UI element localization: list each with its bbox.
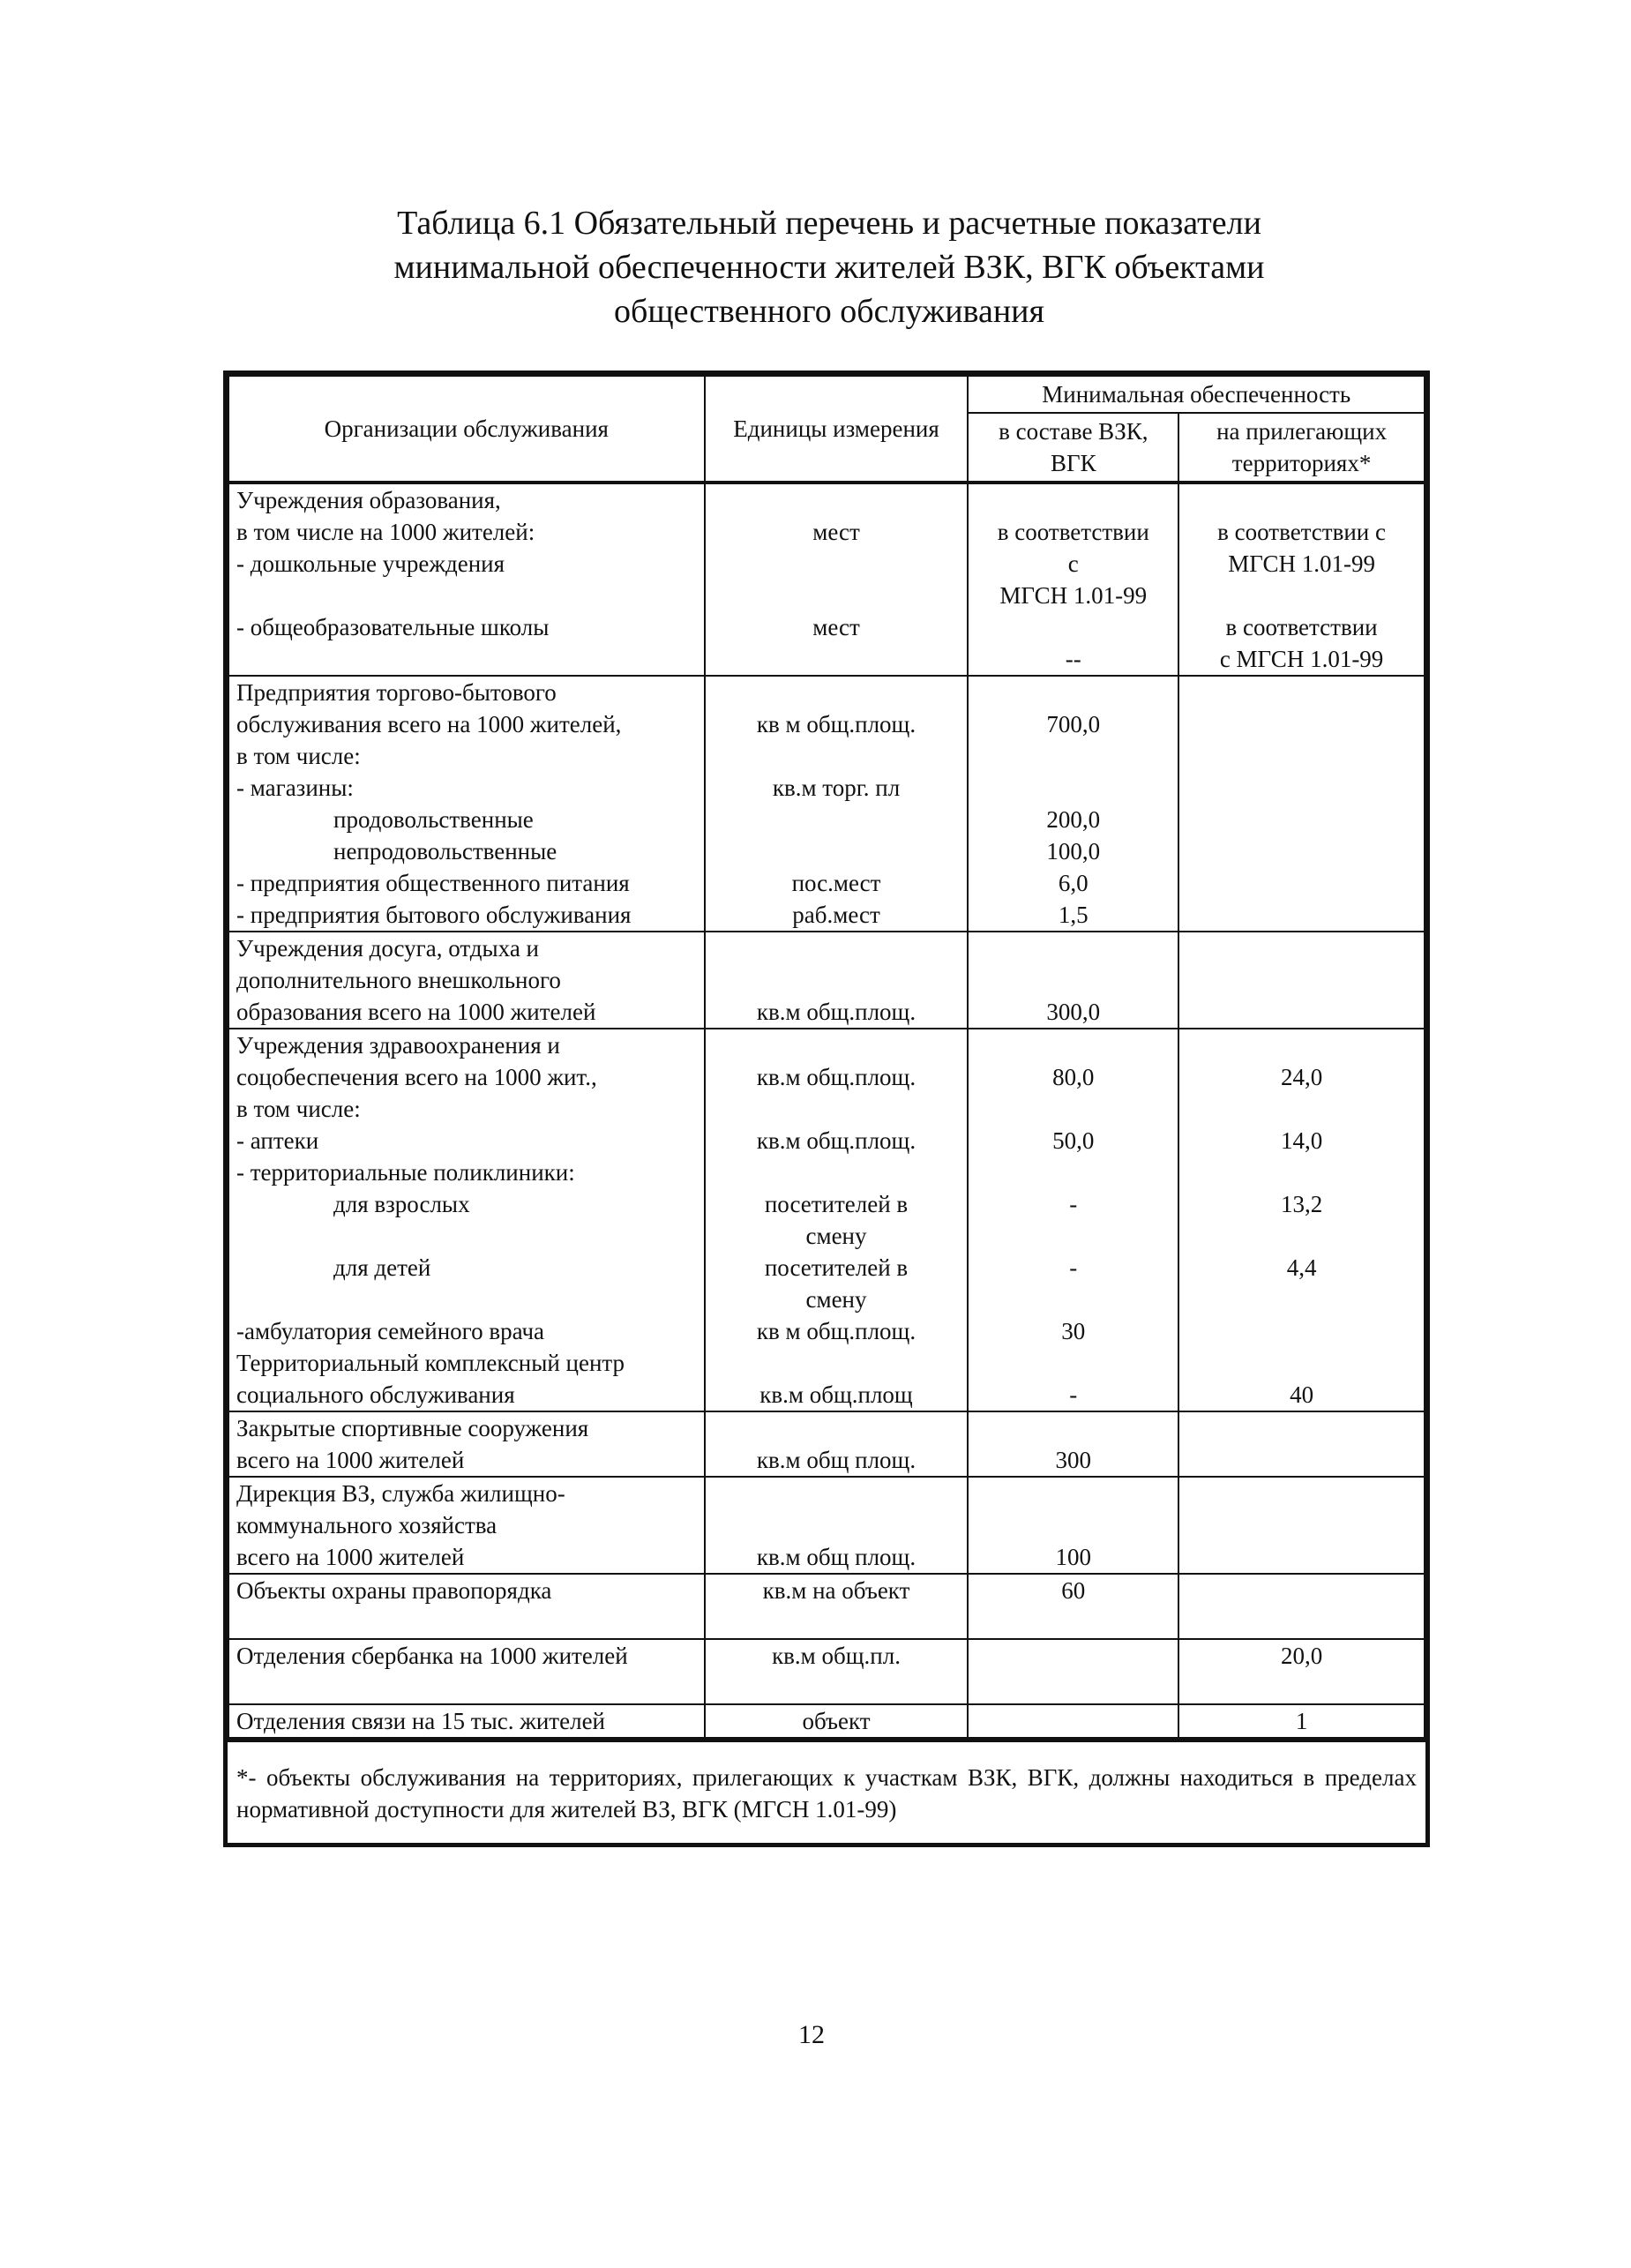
cell-line: [976, 1093, 1171, 1125]
table-row: [228, 676, 1425, 932]
cell-line: [1186, 996, 1417, 1028]
cell-line: с: [1067, 550, 1079, 577]
table-header: [228, 376, 1425, 483]
cell-line: продовольственные: [333, 806, 534, 833]
cell-line: 100: [1055, 1544, 1092, 1570]
cell-line: -амбулатория семейного врача: [236, 1318, 545, 1344]
cell-line: смену: [805, 1286, 867, 1313]
table-row: [228, 483, 1425, 676]
cell-line: [1186, 484, 1417, 516]
cell-line: [1186, 1284, 1417, 1315]
cell-line: [713, 1412, 961, 1444]
cell-line: [713, 548, 961, 580]
cell-line: [976, 1220, 1171, 1252]
cell-line: в том числе на 1000 жителей:: [236, 519, 535, 545]
table-cell-col2: [705, 1639, 969, 1704]
cell-line: в соответствии: [997, 519, 1149, 545]
cell-line: - дошкольные учреждения: [236, 550, 505, 577]
table-row: [228, 1029, 1425, 1411]
cell-line: в соответствии: [1225, 614, 1378, 640]
table-row: [228, 1704, 1425, 1738]
cell-line: [976, 1156, 1171, 1188]
cell-line: кв.м общ.площ: [759, 1381, 913, 1408]
cell-line: 13,2: [1280, 1191, 1323, 1217]
header-units: Единицы измерения: [705, 376, 969, 483]
cell-line: 1: [1295, 1708, 1308, 1734]
cell-line: [713, 580, 961, 611]
header-org: Организации обслуживания: [228, 376, 705, 483]
table-cell-col2: [705, 932, 969, 1029]
cell-line: кв м общ.площ.: [756, 1318, 917, 1344]
cell-line: 50,0: [1052, 1127, 1095, 1154]
cell-line: для взрослых: [333, 1191, 470, 1217]
cell-line: Объекты охраны правопорядка: [236, 1577, 552, 1604]
table-cell-col3: [968, 1411, 1178, 1477]
cell-line: [713, 804, 961, 835]
table-cell-col2: [705, 1029, 969, 1411]
cell-line: [713, 484, 961, 516]
cell-line: [713, 1478, 961, 1509]
table-cell-col2: [705, 483, 969, 676]
cell-line: Учреждения здравоохранения и: [236, 1032, 560, 1059]
table-cell-col2: [705, 1704, 969, 1738]
cell-line: [713, 932, 961, 964]
cell-line: [976, 1478, 1171, 1509]
table-cell-col4: [1178, 1574, 1425, 1639]
cell-line: Дирекция ВЗ, служба жилищно-: [236, 1480, 565, 1507]
cell-line: МГСН 1.01-99: [999, 582, 1148, 609]
cell-line: [976, 1284, 1171, 1315]
table-cell-col3: [968, 1029, 1178, 1411]
cell-line: образования всего на 1000 жителей: [236, 999, 596, 1025]
cell-line: кв.м общ.площ.: [756, 1127, 917, 1154]
cell-line: 4,4: [1286, 1254, 1317, 1281]
cell-line: 300: [1055, 1447, 1092, 1473]
cell-line: в том числе:: [236, 743, 361, 769]
cell-line: [1186, 580, 1417, 611]
cell-line: [1186, 1444, 1417, 1476]
cell-line: [713, 677, 961, 708]
cell-line: кв м общ.площ.: [756, 711, 917, 737]
cell-line: [1186, 835, 1417, 867]
cell-line: [976, 1606, 1171, 1638]
cell-line: 80,0: [1052, 1064, 1095, 1090]
cell-line: с МГСН 1.01-99: [1219, 646, 1384, 672]
cell-line: смену: [805, 1223, 867, 1249]
cell-line: непродовольственные: [333, 838, 557, 865]
cell-line: [976, 1412, 1171, 1444]
cell-line: Предприятия торгово-бытового: [236, 679, 557, 706]
table-cell-col3: [968, 1574, 1178, 1639]
cell-line: для детей: [333, 1254, 431, 1281]
table-cell-col4: [1178, 483, 1425, 676]
cell-line: 24,0: [1280, 1064, 1323, 1090]
cell-line: 700,0: [1046, 711, 1101, 737]
cell-line: посетителей в: [764, 1254, 909, 1281]
cell-line: социального обслуживания: [236, 1381, 515, 1408]
table-footnote: *- объекты обслуживания на территориях, прилегающих к участкам ВЗК, ВГК, должны находиться в пределах нормативной доступности для жителей ВЗ, ВГК (МГСН 1.01-99): [228, 1739, 1425, 1843]
cell-line: - предприятия бытового обслуживания: [236, 902, 632, 928]
cell-line: 40: [1290, 1381, 1314, 1408]
cell-line: -: [1069, 1254, 1078, 1281]
cell-line: [1186, 1541, 1417, 1573]
table-cell-col2: [705, 676, 969, 932]
caption-line-2: минимальной обеспеченности жителей ВЗК, ВГК объектами: [393, 249, 1265, 286]
cell-line: посетителей в: [764, 1191, 909, 1217]
cell-line: объект: [802, 1708, 871, 1734]
cell-line: -: [1069, 1191, 1078, 1217]
cell-line: [713, 1029, 961, 1061]
cell-line: [713, 1672, 961, 1703]
cell-line: [1186, 867, 1417, 899]
cell-line: [1186, 899, 1417, 931]
cell-line: [1186, 1093, 1417, 1125]
cell-line: кв.м общ.пл.: [772, 1643, 901, 1669]
cell-line: [976, 1672, 1171, 1703]
table-cell-col4: [1178, 1704, 1425, 1738]
cell-line: дополнительного внешкольного: [236, 967, 561, 993]
cell-line: [1186, 708, 1417, 740]
cell-line: мест: [812, 614, 860, 640]
cell-line: кв.м общ площ.: [756, 1544, 917, 1570]
cell-line: [236, 1284, 697, 1315]
cell-line: соцобеспечения всего на 1000 жит.,: [236, 1064, 597, 1090]
cell-line: [976, 964, 1171, 996]
cell-line: [1186, 964, 1417, 996]
cell-line: всего на 1000 жителей: [236, 1544, 465, 1570]
cell-line: 100,0: [1046, 838, 1101, 865]
cell-line: Территориальный комплексный центр: [236, 1350, 625, 1376]
cell-line: [1186, 804, 1417, 835]
cell-line: [976, 1509, 1171, 1541]
table-cell-col4: [1178, 676, 1425, 932]
cell-line: 20,0: [1280, 1643, 1323, 1669]
cell-line: [1186, 740, 1417, 772]
table-caption: [265, 201, 1394, 333]
cell-line: [236, 1672, 697, 1703]
table-row: [228, 1574, 1425, 1639]
cell-line: - магазины:: [236, 775, 354, 801]
cell-line: мест: [812, 519, 860, 545]
cell-line: [713, 964, 961, 996]
cell-line: [976, 1347, 1171, 1379]
cell-line: 1,5: [1058, 902, 1089, 928]
table-body: [228, 483, 1425, 1738]
cell-line: МГСН 1.01-99: [1228, 550, 1375, 577]
cell-line: раб.мест: [792, 902, 880, 928]
cell-line: [1186, 1672, 1417, 1703]
table-cell-col1: [228, 1029, 705, 1411]
table-cell-col2: [705, 1574, 969, 1639]
table-cell-col4: [1178, 932, 1425, 1029]
header-in-vzk: в составе ВЗК, ВГК: [968, 413, 1178, 483]
cell-line: - территориальные поликлиники:: [236, 1159, 575, 1186]
cell-line: [1186, 1220, 1417, 1252]
table-cell-col1: [228, 1477, 705, 1574]
cell-line: кв.м общ.площ.: [756, 999, 917, 1025]
table-cell-col4: [1178, 1639, 1425, 1704]
table-row: [228, 1477, 1425, 1574]
page-number: 12: [798, 2020, 825, 2049]
cell-line: - аптеки: [236, 1127, 319, 1154]
cell-line: [236, 580, 697, 611]
cell-line: [236, 643, 697, 675]
table-cell-col1: [228, 483, 705, 676]
cell-line: [236, 1220, 697, 1252]
cell-line: [1186, 677, 1417, 708]
table-cell-col3: [968, 1639, 1178, 1704]
cell-line: 200,0: [1046, 806, 1101, 833]
table-row: [228, 1411, 1425, 1477]
table-cell-col1: [228, 1704, 705, 1738]
cell-line: - предприятия общественного питания: [236, 870, 630, 896]
cell-line: кв.м общ.площ.: [756, 1064, 917, 1090]
cell-line: 14,0: [1280, 1127, 1323, 1154]
cell-line: -: [1069, 1381, 1078, 1408]
cell-line: [713, 740, 961, 772]
table-cell-col2: [705, 1411, 969, 1477]
cell-line: [713, 643, 961, 675]
cell-line: [1186, 1156, 1417, 1188]
cell-line: [1186, 932, 1417, 964]
table-cell-col3: [968, 483, 1178, 676]
cell-line: Учреждения образования,: [236, 487, 501, 513]
cell-line: [713, 1156, 961, 1188]
services-table: [223, 371, 1430, 1847]
cell-line: [976, 1705, 1171, 1737]
table-cell-col1: [228, 676, 705, 932]
cell-line: [713, 1606, 961, 1638]
cell-line: [976, 740, 1171, 772]
cell-line: [1186, 1478, 1417, 1509]
cell-line: коммунального хозяйства: [236, 1512, 498, 1538]
header-adjacent: на прилегающих территориях*: [1178, 413, 1425, 483]
table-cell-col4: [1178, 1029, 1425, 1411]
table-cell-col4: [1178, 1411, 1425, 1477]
cell-line: --: [1065, 646, 1081, 672]
cell-line: [713, 1093, 961, 1125]
cell-line: [713, 835, 961, 867]
services-table-grid: [228, 375, 1425, 1739]
cell-line: Отделения связи на 15 тыс. жителей: [236, 1708, 605, 1734]
cell-line: [1186, 1347, 1417, 1379]
cell-line: обслуживания всего на 1000 жителей,: [236, 711, 622, 737]
table-cell-col3: [968, 676, 1178, 932]
table-cell-col1: [228, 1574, 705, 1639]
cell-line: [1186, 1575, 1417, 1606]
cell-line: [1186, 1606, 1417, 1638]
cell-line: 6,0: [1058, 870, 1089, 896]
cell-line: в соответствии с: [1217, 519, 1386, 545]
cell-line: [976, 932, 1171, 964]
cell-line: - общеобразовательные школы: [236, 614, 550, 640]
cell-line: [976, 611, 1171, 643]
cell-line: [976, 772, 1171, 804]
cell-line: пос.мест: [791, 870, 881, 896]
caption-line-1: Таблица 6.1 Обязательный перечень и расчетные показатели: [397, 205, 1261, 242]
table-cell-col2: [705, 1477, 969, 1574]
cell-line: [976, 677, 1171, 708]
table-cell-col4: [1178, 1477, 1425, 1574]
cell-line: всего на 1000 жителей: [236, 1447, 465, 1473]
cell-line: [713, 1509, 961, 1541]
cell-line: кв.м на объект: [762, 1577, 910, 1604]
cell-line: [713, 1347, 961, 1379]
cell-line: кв.м общ площ.: [756, 1447, 917, 1473]
cell-line: Отделения сбербанка на 1000 жителей: [236, 1643, 628, 1669]
cell-line: Закрытые спортивные сооружения: [236, 1415, 589, 1441]
table-row: [228, 932, 1425, 1029]
table-cell-col1: [228, 1639, 705, 1704]
cell-line: [236, 1606, 697, 1638]
cell-line: [1186, 1029, 1417, 1061]
cell-line: 30: [1061, 1318, 1086, 1344]
cell-line: кв.м торг. пл: [772, 775, 901, 801]
table-row: [228, 1639, 1425, 1704]
caption-line-3: общественного обслуживания: [614, 293, 1044, 330]
cell-line: в том числе:: [236, 1096, 361, 1122]
cell-line: [976, 1640, 1171, 1672]
cell-line: [976, 484, 1171, 516]
table-cell-col1: [228, 1411, 705, 1477]
header-min: Минимальная обеспеченность: [968, 376, 1425, 413]
table-cell-col1: [228, 932, 705, 1029]
cell-line: [976, 1029, 1171, 1061]
cell-line: [1186, 772, 1417, 804]
table-cell-col3: [968, 1704, 1178, 1738]
cell-line: [1186, 1412, 1417, 1444]
cell-line: [1186, 1509, 1417, 1541]
cell-line: 300,0: [1046, 999, 1101, 1025]
cell-line: Учреждения досуга, отдыха и: [236, 935, 540, 962]
table-cell-col3: [968, 1477, 1178, 1574]
cell-line: [1186, 1315, 1417, 1347]
table-cell-col3: [968, 932, 1178, 1029]
cell-line: 60: [1061, 1577, 1086, 1604]
